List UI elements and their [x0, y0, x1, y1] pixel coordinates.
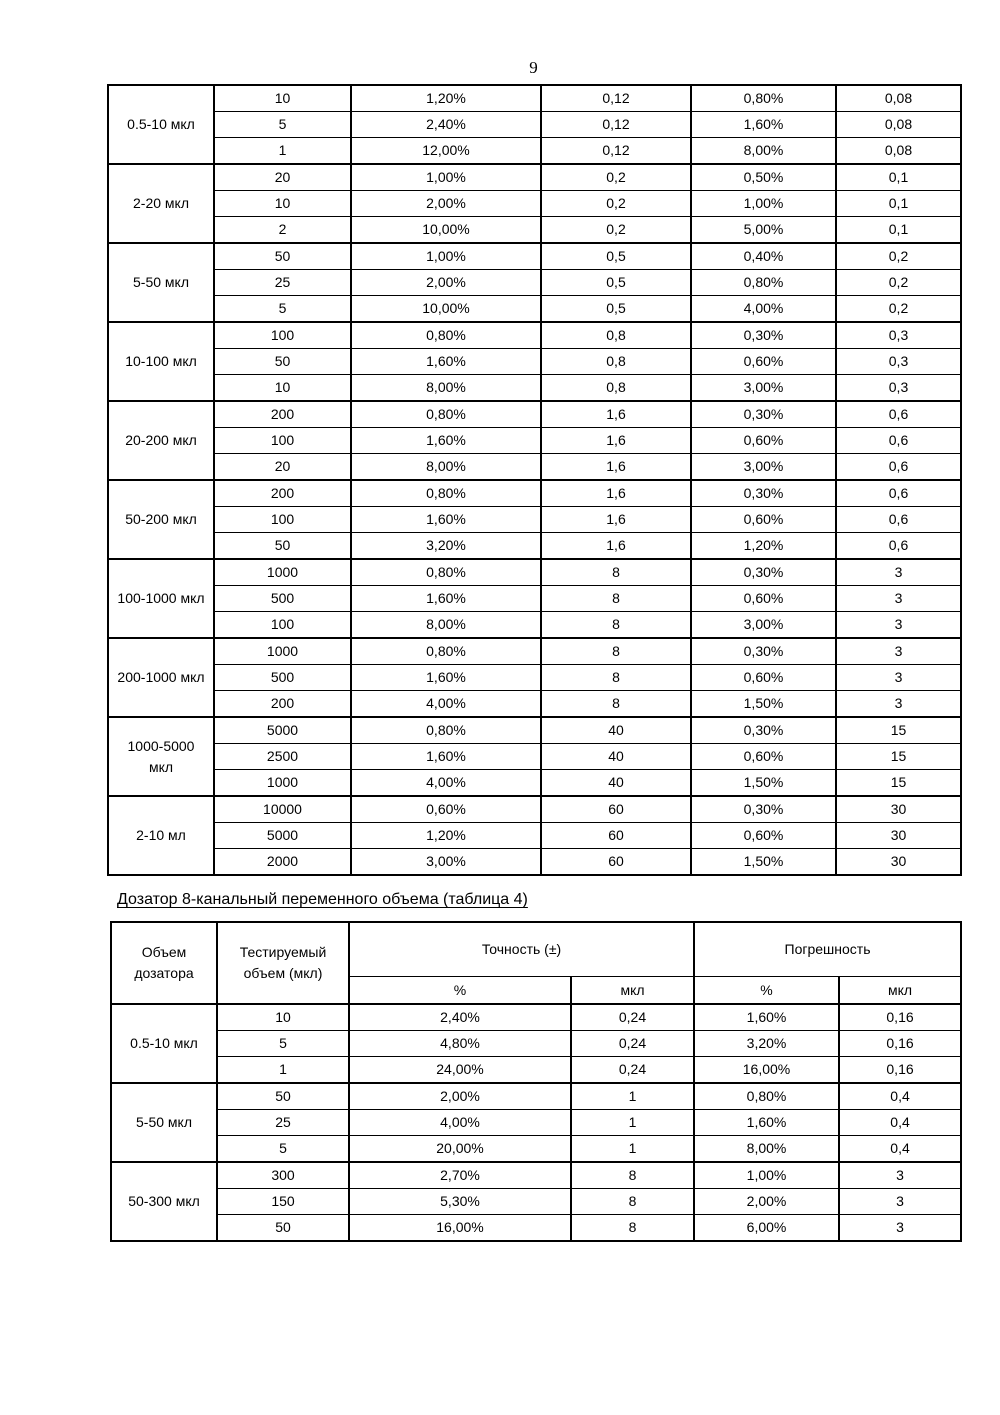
value-cell: 40 [541, 717, 691, 744]
table-row [108, 559, 961, 586]
value-cell: 1,00% [351, 164, 541, 191]
value-cell: 1,20% [691, 533, 836, 560]
value-cell: 0,6 [836, 401, 961, 428]
value-cell: 8 [541, 559, 691, 586]
value-cell: 0,5 [541, 296, 691, 323]
value-cell: 8,00% [351, 454, 541, 481]
table-row [108, 243, 961, 270]
volume-range-cell: 200-1000 мкл [108, 638, 214, 717]
value-cell: 60 [541, 849, 691, 876]
value-cell: 1,60% [694, 1004, 839, 1031]
volume-range-cell: 0.5-10 мкл [108, 85, 214, 164]
value-cell: 6,00% [694, 1215, 839, 1242]
value-cell: 1,60% [694, 1110, 839, 1136]
table4-body [111, 1004, 961, 1241]
value-cell: 0,3 [836, 375, 961, 402]
value-cell: 3 [839, 1189, 961, 1215]
value-cell: 2500 [214, 744, 351, 770]
value-cell: 0,30% [691, 401, 836, 428]
value-cell: 100 [214, 507, 351, 533]
value-cell: 0,2 [541, 217, 691, 244]
value-cell: 0,30% [691, 322, 836, 349]
value-cell: 8 [571, 1162, 694, 1189]
value-cell: 4,00% [349, 1110, 571, 1136]
value-cell: 0,80% [691, 85, 836, 112]
value-cell: 100 [214, 428, 351, 454]
value-cell: 8 [571, 1215, 694, 1242]
table-row [108, 217, 961, 244]
subheader-error-mkl: мкл [839, 977, 961, 1005]
page-number: 9 [529, 58, 538, 77]
table-row [108, 375, 961, 402]
value-cell: 4,00% [691, 296, 836, 323]
value-cell: 0,80% [351, 717, 541, 744]
value-cell: 5000 [214, 717, 351, 744]
value-cell: 2,40% [351, 112, 541, 138]
value-cell: 1,6 [541, 428, 691, 454]
value-cell: 16,00% [694, 1057, 839, 1084]
value-cell: 1,60% [351, 507, 541, 533]
table4-header [111, 922, 961, 1004]
value-cell: 1 [571, 1083, 694, 1110]
table-row [108, 296, 961, 323]
value-cell: 0,2 [836, 243, 961, 270]
value-cell: 10 [214, 375, 351, 402]
value-cell: 0,08 [836, 112, 961, 138]
volume-range-cell: 100-1000 мкл [108, 559, 214, 638]
value-cell: 1,6 [541, 533, 691, 560]
subheader-accuracy-percent: % [349, 977, 571, 1005]
value-cell: 50 [214, 349, 351, 375]
value-cell: 24,00% [349, 1057, 571, 1084]
value-cell: 30 [836, 796, 961, 823]
value-cell: 10 [217, 1004, 349, 1031]
table-row [108, 638, 961, 665]
table-row [108, 507, 961, 533]
value-cell: 0,2 [836, 270, 961, 296]
value-cell: 3,20% [351, 533, 541, 560]
value-cell: 8,00% [694, 1136, 839, 1163]
value-cell: 2,00% [351, 191, 541, 217]
value-cell: 8,00% [351, 612, 541, 639]
value-cell: 1000 [214, 638, 351, 665]
value-cell: 1000 [214, 770, 351, 797]
table-row [108, 665, 961, 691]
table-row [108, 744, 961, 770]
value-cell: 2,00% [349, 1083, 571, 1110]
value-cell: 1,00% [351, 243, 541, 270]
value-cell: 1,60% [351, 349, 541, 375]
volume-range-cell: 2-20 мкл [108, 164, 214, 243]
table-row [108, 401, 961, 428]
value-cell: 1,60% [351, 428, 541, 454]
volume-range-cell: 50-300 мкл [111, 1162, 217, 1241]
value-cell: 1 [217, 1057, 349, 1084]
value-cell: 1,50% [691, 770, 836, 797]
value-cell: 0,5 [541, 270, 691, 296]
header-dispenser-volume: Объем дозатора [111, 922, 217, 1004]
value-cell: 0,60% [691, 428, 836, 454]
header-error: Погрешность [694, 922, 961, 977]
table-row [111, 1083, 961, 1110]
value-cell: 0,4 [839, 1136, 961, 1163]
value-cell: 8,00% [691, 138, 836, 165]
value-cell: 60 [541, 796, 691, 823]
value-cell: 0,60% [691, 744, 836, 770]
value-cell: 10 [214, 191, 351, 217]
value-cell: 1,20% [351, 823, 541, 849]
volume-range-cell: 1000-5000 мкл [108, 717, 214, 796]
value-cell: 3,00% [691, 375, 836, 402]
value-cell: 8 [541, 612, 691, 639]
value-cell: 0,30% [691, 559, 836, 586]
value-cell: 0,60% [351, 796, 541, 823]
value-cell: 0,40% [691, 243, 836, 270]
value-cell: 2,40% [349, 1004, 571, 1031]
value-cell: 3 [836, 665, 961, 691]
value-cell: 0,1 [836, 164, 961, 191]
value-cell: 25 [214, 270, 351, 296]
value-cell: 0,08 [836, 85, 961, 112]
table-row [111, 1162, 961, 1189]
value-cell: 1,00% [691, 191, 836, 217]
subheader-error-percent: % [694, 977, 839, 1005]
value-cell: 40 [541, 744, 691, 770]
value-cell: 1,60% [351, 586, 541, 612]
value-cell: 8 [541, 638, 691, 665]
value-cell: 30 [836, 849, 961, 876]
value-cell: 5,30% [349, 1189, 571, 1215]
value-cell: 0,80% [351, 638, 541, 665]
value-cell: 0,80% [351, 322, 541, 349]
value-cell: 1000 [214, 559, 351, 586]
volume-range-cell: 5-50 мкл [111, 1083, 217, 1162]
value-cell: 8 [571, 1189, 694, 1215]
value-cell: 0,8 [541, 322, 691, 349]
value-cell: 8,00% [351, 375, 541, 402]
table-row [111, 1110, 961, 1136]
value-cell: 1 [214, 138, 351, 165]
value-cell: 0,8 [541, 349, 691, 375]
value-cell: 0,8 [541, 375, 691, 402]
volume-range-cell: 2-10 мл [108, 796, 214, 875]
value-cell: 2,00% [694, 1189, 839, 1215]
value-cell: 0,80% [351, 480, 541, 507]
table-row [108, 480, 961, 507]
value-cell: 0,2 [541, 164, 691, 191]
table-header-row [111, 922, 961, 977]
volume-range-cell: 0.5-10 мкл [111, 1004, 217, 1083]
value-cell: 1,6 [541, 480, 691, 507]
value-cell: 0,3 [836, 349, 961, 375]
eight-channel-dispenser-table [110, 921, 962, 1242]
value-cell: 300 [217, 1162, 349, 1189]
table-row [108, 454, 961, 481]
value-cell: 4,80% [349, 1031, 571, 1057]
volume-range-cell: 5-50 мкл [108, 243, 214, 322]
table-row [108, 770, 961, 797]
value-cell: 0,24 [571, 1057, 694, 1084]
value-cell: 200 [214, 691, 351, 718]
value-cell: 200 [214, 401, 351, 428]
value-cell: 3 [839, 1162, 961, 1189]
table-row [108, 691, 961, 718]
value-cell: 1,6 [541, 507, 691, 533]
value-cell: 0,16 [839, 1004, 961, 1031]
value-cell: 0,2 [836, 296, 961, 323]
table-row [111, 1004, 961, 1031]
value-cell: 15 [836, 744, 961, 770]
accuracy-table-body [108, 85, 961, 875]
value-cell: 1,60% [691, 112, 836, 138]
value-cell: 1,00% [694, 1162, 839, 1189]
value-cell: 0,60% [691, 665, 836, 691]
table-row [108, 322, 961, 349]
value-cell: 0,30% [691, 638, 836, 665]
value-cell: 3 [836, 638, 961, 665]
value-cell: 3,00% [691, 612, 836, 639]
value-cell: 0,6 [836, 507, 961, 533]
table-row [108, 586, 961, 612]
value-cell: 0,1 [836, 217, 961, 244]
table-row [108, 270, 961, 296]
value-cell: 20 [214, 164, 351, 191]
table-row [108, 428, 961, 454]
value-cell: 50 [217, 1215, 349, 1242]
value-cell: 1,6 [541, 454, 691, 481]
value-cell: 0,6 [836, 428, 961, 454]
value-cell: 0,80% [351, 559, 541, 586]
table-row [111, 1136, 961, 1163]
value-cell: 3 [839, 1215, 961, 1242]
table-row [108, 849, 961, 876]
value-cell: 0,12 [541, 112, 691, 138]
value-cell: 0,3 [836, 322, 961, 349]
value-cell: 0,6 [836, 480, 961, 507]
value-cell: 0,80% [691, 270, 836, 296]
table-row [111, 1031, 961, 1057]
value-cell: 1,6 [541, 401, 691, 428]
subheader-accuracy-mkl: мкл [571, 977, 694, 1005]
value-cell: 10 [214, 85, 351, 112]
value-cell: 25 [217, 1110, 349, 1136]
table-row [108, 112, 961, 138]
accuracy-table-continuation [107, 84, 962, 876]
value-cell: 10,00% [351, 217, 541, 244]
value-cell: 40 [541, 770, 691, 797]
value-cell: 3,20% [694, 1031, 839, 1057]
value-cell: 100 [214, 612, 351, 639]
value-cell: 0,30% [691, 717, 836, 744]
value-cell: 3,00% [691, 454, 836, 481]
value-cell: 60 [541, 823, 691, 849]
value-cell: 5 [217, 1136, 349, 1163]
value-cell: 2 [214, 217, 351, 244]
value-cell: 4,00% [351, 770, 541, 797]
value-cell: 0,2 [541, 191, 691, 217]
value-cell: 0,08 [836, 138, 961, 165]
value-cell: 5,00% [691, 217, 836, 244]
table4-heading: Дозатор 8-канальный переменного объема (таблица 4) [117, 891, 528, 908]
value-cell: 10000 [214, 796, 351, 823]
table-row [111, 1189, 961, 1215]
value-cell: 2,70% [349, 1162, 571, 1189]
value-cell: 3,00% [351, 849, 541, 876]
value-cell: 0,1 [836, 191, 961, 217]
table-row [108, 612, 961, 639]
value-cell: 12,00% [351, 138, 541, 165]
table-row [108, 533, 961, 560]
table-row [108, 717, 961, 744]
value-cell: 0,50% [691, 164, 836, 191]
value-cell: 5 [217, 1031, 349, 1057]
value-cell: 0,12 [541, 138, 691, 165]
value-cell: 50 [214, 533, 351, 560]
value-cell: 0,60% [691, 823, 836, 849]
value-cell: 150 [217, 1189, 349, 1215]
value-cell: 50 [214, 243, 351, 270]
value-cell: 10,00% [351, 296, 541, 323]
volume-range-cell: 50-200 мкл [108, 480, 214, 559]
value-cell: 0,60% [691, 349, 836, 375]
value-cell: 0,4 [839, 1083, 961, 1110]
value-cell: 1 [571, 1136, 694, 1163]
value-cell: 1,50% [691, 849, 836, 876]
value-cell: 20 [214, 454, 351, 481]
table-row [108, 191, 961, 217]
value-cell: 16,00% [349, 1215, 571, 1242]
value-cell: 500 [214, 586, 351, 612]
value-cell: 2000 [214, 849, 351, 876]
value-cell: 100 [214, 322, 351, 349]
value-cell: 4,00% [351, 691, 541, 718]
header-accuracy: Точность (±) [349, 922, 694, 977]
value-cell: 3 [836, 612, 961, 639]
value-cell: 8 [541, 665, 691, 691]
table-row [108, 138, 961, 165]
value-cell: 0,60% [691, 586, 836, 612]
value-cell: 5 [214, 112, 351, 138]
table-row [108, 823, 961, 849]
value-cell: 2,00% [351, 270, 541, 296]
value-cell: 200 [214, 480, 351, 507]
value-cell: 0,16 [839, 1031, 961, 1057]
value-cell: 20,00% [349, 1136, 571, 1163]
value-cell: 1,50% [691, 691, 836, 718]
value-cell: 0,80% [351, 401, 541, 428]
value-cell: 0,16 [839, 1057, 961, 1084]
table-row [108, 349, 961, 375]
value-cell: 0,5 [541, 243, 691, 270]
value-cell: 3 [836, 559, 961, 586]
value-cell: 0,24 [571, 1031, 694, 1057]
table-row [108, 164, 961, 191]
value-cell: 1,60% [351, 744, 541, 770]
value-cell: 1,60% [351, 665, 541, 691]
volume-range-cell: 20-200 мкл [108, 401, 214, 480]
value-cell: 8 [541, 691, 691, 718]
value-cell: 15 [836, 770, 961, 797]
value-cell: 0,4 [839, 1110, 961, 1136]
volume-range-cell: 10-100 мкл [108, 322, 214, 401]
value-cell: 8 [541, 586, 691, 612]
value-cell: 50 [217, 1083, 349, 1110]
value-cell: 0,12 [541, 85, 691, 112]
value-cell: 1,20% [351, 85, 541, 112]
value-cell: 0,24 [571, 1004, 694, 1031]
value-cell: 30 [836, 823, 961, 849]
table-row [111, 1057, 961, 1084]
value-cell: 0,80% [694, 1083, 839, 1110]
value-cell: 1 [571, 1110, 694, 1136]
value-cell: 3 [836, 691, 961, 718]
value-cell: 5000 [214, 823, 351, 849]
table-row [108, 85, 961, 112]
table-row [108, 796, 961, 823]
value-cell: 0,60% [691, 507, 836, 533]
value-cell: 0,6 [836, 533, 961, 560]
table-row [111, 1215, 961, 1242]
value-cell: 5 [214, 296, 351, 323]
header-test-volume: Тестируемый объем (мкл) [217, 922, 349, 1004]
value-cell: 0,30% [691, 480, 836, 507]
value-cell: 0,6 [836, 454, 961, 481]
value-cell: 500 [214, 665, 351, 691]
value-cell: 15 [836, 717, 961, 744]
value-cell: 0,30% [691, 796, 836, 823]
value-cell: 3 [836, 586, 961, 612]
